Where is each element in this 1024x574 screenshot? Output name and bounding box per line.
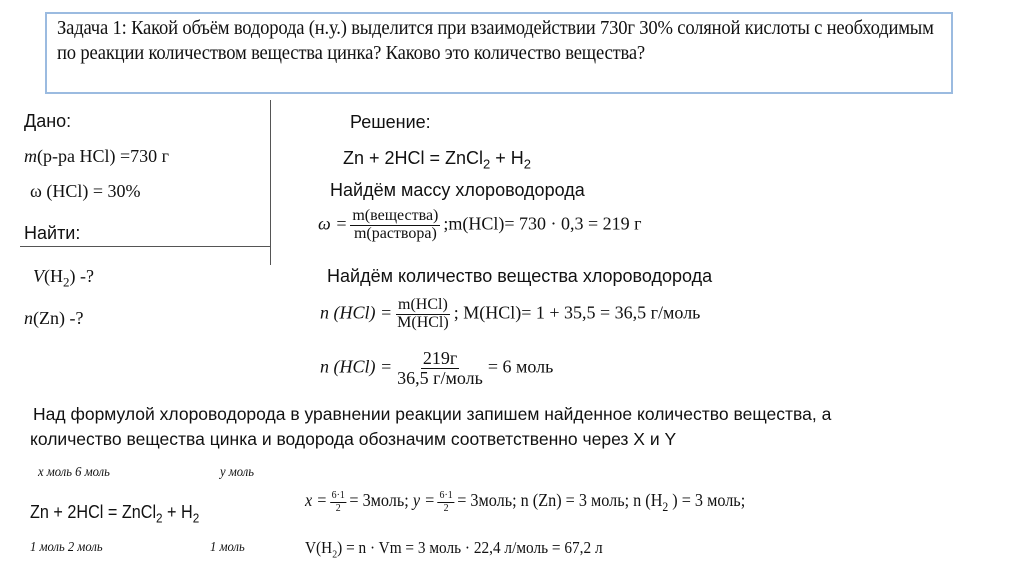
- fraction: [395, 349, 485, 388]
- label-below-h2: 1 моль: [210, 540, 245, 555]
- fraction: [395, 297, 451, 332]
- sub: 2: [156, 510, 163, 526]
- numerator: 219г: [422, 348, 458, 368]
- x-fraction: [330, 490, 347, 514]
- result: = 6 моль: [487, 356, 554, 377]
- sub: 2: [662, 498, 669, 514]
- text: (Zn) -?: [33, 308, 84, 328]
- task-text: Какой объём водорода (н.у.) выделится при взаимодействии 730г 30% соляной кислоты с необходимым по реакции количеством вещества цинка? Каково это количество вещества?: [57, 17, 934, 64]
- bottom-reaction: [30, 502, 199, 526]
- numerator: 6·1: [331, 489, 345, 501]
- given-divider-horizontal: [20, 246, 270, 247]
- mass-formula: [318, 208, 642, 243]
- calc: ; M(HCl)= 1 + 35,5 = 36,5 г/моль: [453, 302, 701, 323]
- sub: 2: [483, 156, 491, 172]
- volume-calc: [305, 538, 603, 562]
- calc: ;m(HCl)= 730 · 0,3 = 219 г: [443, 213, 642, 234]
- var: m: [24, 146, 37, 166]
- label-above-zn-hcl: x моль 6 моль: [38, 465, 110, 480]
- sub: 2: [63, 274, 70, 290]
- amount-formula: [320, 297, 700, 332]
- lhs: ω =: [318, 213, 348, 234]
- amount-calc: [320, 349, 553, 388]
- text: + H: [162, 502, 193, 522]
- sub: 2: [332, 548, 338, 561]
- numerator: m(вещества): [352, 207, 439, 224]
- text: (H: [44, 266, 63, 286]
- y-fraction: [438, 490, 455, 514]
- x-lhs: x =: [305, 490, 328, 511]
- denominator: 36,5 г/моль: [397, 367, 483, 388]
- var: V: [33, 266, 44, 286]
- given-omega: ω (HCl) = 30%: [30, 181, 141, 201]
- step-amount: Найдём количество вещества хлороводорода: [327, 266, 713, 286]
- find-amount: [24, 308, 83, 330]
- paragraph-line-2: количество вещества цинка и водорода обозначим соответственно через X и Y: [30, 429, 677, 449]
- text: Zn + 2HCl = ZnCl: [30, 502, 157, 522]
- label-above-h2: y моль: [220, 465, 255, 480]
- var: n: [24, 308, 33, 328]
- step-mass: Найдём массу хлороводорода: [330, 180, 585, 200]
- n-results: ) = 3 моль;: [668, 490, 746, 511]
- n-results: n (Zn) = 3 моль; n (H: [520, 490, 663, 511]
- lhs: n (HCl) =: [320, 356, 393, 377]
- text: (р-ра HCl) =730 г: [37, 146, 170, 166]
- task-statement: [57, 16, 950, 65]
- label-below-zn-hcl: 1 моль 2 моль: [30, 540, 103, 555]
- denominator: m(раствора): [353, 224, 437, 242]
- find-heading: Найти:: [24, 223, 81, 243]
- sub: 2: [192, 510, 200, 526]
- x-result: = 3моль;: [349, 490, 409, 511]
- text: Zn + 2HCl = ZnCl: [343, 148, 484, 168]
- denominator: M(HCl): [397, 313, 449, 331]
- numerator: m(HCl): [398, 296, 448, 313]
- find-volume: [33, 266, 94, 290]
- task-label: Задача 1:: [57, 17, 127, 39]
- given-divider-vertical: [270, 100, 271, 265]
- given-heading: Дано:: [24, 111, 72, 131]
- text: ) = n · Vm = 3 моль · 22,4 л/моль = 67,2 л: [337, 538, 603, 557]
- given-mass: [24, 146, 169, 168]
- text: + H: [490, 148, 524, 168]
- text: V(H: [305, 538, 333, 557]
- y-lhs: y =: [412, 490, 436, 511]
- lhs: n (HCl) =: [320, 302, 393, 323]
- xy-calc: [305, 490, 745, 514]
- reaction-equation: [343, 148, 531, 172]
- task-box: [45, 12, 953, 94]
- numerator: 6·1: [439, 489, 453, 501]
- paragraph-line-1: Над формулой хлороводорода в уравнении реакции запишем найденное количество вещества, а: [33, 404, 832, 424]
- text: ) -?: [69, 266, 94, 286]
- sub: 2: [523, 156, 532, 172]
- fraction: [350, 208, 440, 243]
- denominator: 2: [335, 501, 341, 514]
- solution-heading: Решение:: [350, 112, 431, 132]
- denominator: 2: [443, 501, 449, 514]
- y-result: = 3моль;: [457, 490, 517, 511]
